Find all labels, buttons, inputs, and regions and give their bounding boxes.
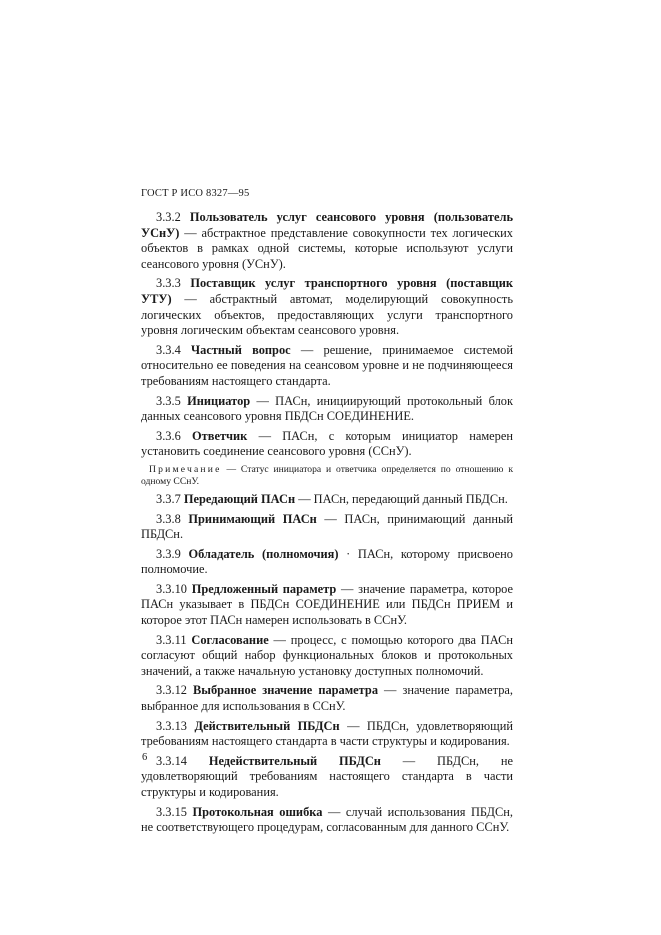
definition-3-3-5: [141, 394, 513, 425]
term: Обладатель (полномочия): [188, 546, 339, 561]
note-label: Примечание: [149, 463, 222, 475]
term: Ответчик: [192, 428, 248, 443]
item-number: 3.3.10: [156, 581, 187, 596]
item-number: 3.3.3: [156, 276, 181, 291]
item-number: 3.3.14: [156, 753, 187, 768]
term: Частный вопрос: [191, 342, 291, 357]
definition-3-3-2: [141, 210, 513, 272]
term: Передающий ПАСн: [183, 491, 296, 506]
definition-3-3-11: [141, 633, 513, 680]
definition-text: — абстрактный автомат, моделирующий совокупность логических объектов, предоставляющих услуги транспортного уровня логическим объектам сеансового уровня.: [141, 291, 513, 338]
definition-text: — значение параметра, выбранное для использования в ССнУ.: [141, 683, 514, 714]
definition-text: — ПАСн, с которым инициатор намерен установить соединение сеансового уровня (ССнУ).: [141, 428, 514, 459]
definition-3-3-3: [141, 276, 513, 338]
item-number: 3.3.15: [156, 804, 187, 819]
item-number: 3.3.6: [156, 428, 181, 443]
item-number: 3.3.4: [156, 342, 181, 357]
term: Действительный ПБДСн: [194, 718, 340, 733]
definition-text: — абстрактное представление совокупности тех логических объектов в рамках одной системы, которые используют услуги сеансового уровня (УСнУ).: [141, 225, 513, 271]
definition-text: — ПАСн, принимающий данный ПБДСн.: [141, 511, 513, 542]
definition-text: — ПАСн, инициирующий протокольный блок данных сеансового уровня ПБДСн СОЕДИНЕНИЕ.: [141, 393, 513, 424]
definition-text: · ПАСн, которому присвоено полномочие.: [141, 546, 513, 577]
definition-text: — значение параметра, которое ПАСн указывает в ПБДСн СОЕДИНЕНИЕ или ПБДСн ПРИЕМ и которое этот ПАСн намерен использовать в ССнУ.: [141, 581, 513, 628]
item-number: 3.3.12: [156, 683, 187, 698]
definition-text: — случай использования ПБДСн, не соответствующего процедурам, согласованным для данного ССнУ.: [141, 804, 513, 835]
definition-text: — процесс, с помощью которого два ПАСн согласуют общий набор функциональных блоков и протокольных значений, а также начальную установку доступных полномочий.: [141, 632, 513, 678]
term: Поставщик услуг транспортного уровня (поставщик УТУ): [141, 276, 513, 306]
definition-3-3-14: [141, 754, 513, 801]
note: [141, 464, 513, 488]
term: Пользователь услуг сеансового уровня (пользователь УСнУ): [141, 210, 513, 240]
definition-3-3-13: [141, 719, 513, 750]
definition-3-3-9: [141, 547, 513, 578]
definition-3-3-4: [141, 343, 513, 390]
definition-text: — решение, принимаемое системой относительно ее поведения на сеансовом уровне и не подчиняющееся требованиям настоящего стандарта.: [141, 342, 513, 388]
term: Выбранное значение параметра: [193, 683, 379, 698]
term: Инициатор: [187, 393, 251, 408]
definition-3-3-7: [141, 492, 513, 508]
item-number: 3.3.13: [156, 718, 187, 733]
item-number: 3.3.2: [156, 210, 181, 224]
page-number: 6: [142, 752, 148, 763]
item-number: 3.3.7: [156, 491, 181, 506]
item-number: 3.3.11: [156, 632, 187, 647]
item-number: 3.3.5: [156, 393, 181, 408]
document-body: [141, 210, 513, 840]
term: Принимающий ПАСн: [188, 511, 317, 526]
definition-3-3-12: [141, 683, 513, 714]
definition-3-3-8: [141, 512, 513, 543]
note-text: — Статус инициатора и ответчика определяется по отношению к одному ССнУ.: [141, 463, 513, 487]
page-header: ГОСТ Р ИСО 8327—95: [141, 188, 250, 199]
term: Предложенный параметр: [191, 581, 337, 596]
term: Протокольная ошибка: [192, 804, 323, 819]
item-number: 3.3.9: [156, 546, 181, 561]
term: Согласование: [191, 632, 269, 647]
definition-text: — ПБДСн, не удовлетворяющий требованиям настоящего стандарта в части структуры и кодирования.: [141, 753, 513, 799]
definition-text: — ПАСн, передающий данный ПБДСн.: [295, 491, 508, 506]
term: Недействительный ПБДСн: [208, 753, 381, 768]
definition-text: — ПБДСн, удовлетворяющий требованиям настоящего стандарта в части структуры и кодирования.: [141, 718, 513, 749]
definition-3-3-15: [141, 805, 513, 836]
definition-3-3-6: [141, 429, 513, 460]
item-number: 3.3.8: [156, 511, 181, 526]
definition-3-3-10: [141, 582, 513, 629]
